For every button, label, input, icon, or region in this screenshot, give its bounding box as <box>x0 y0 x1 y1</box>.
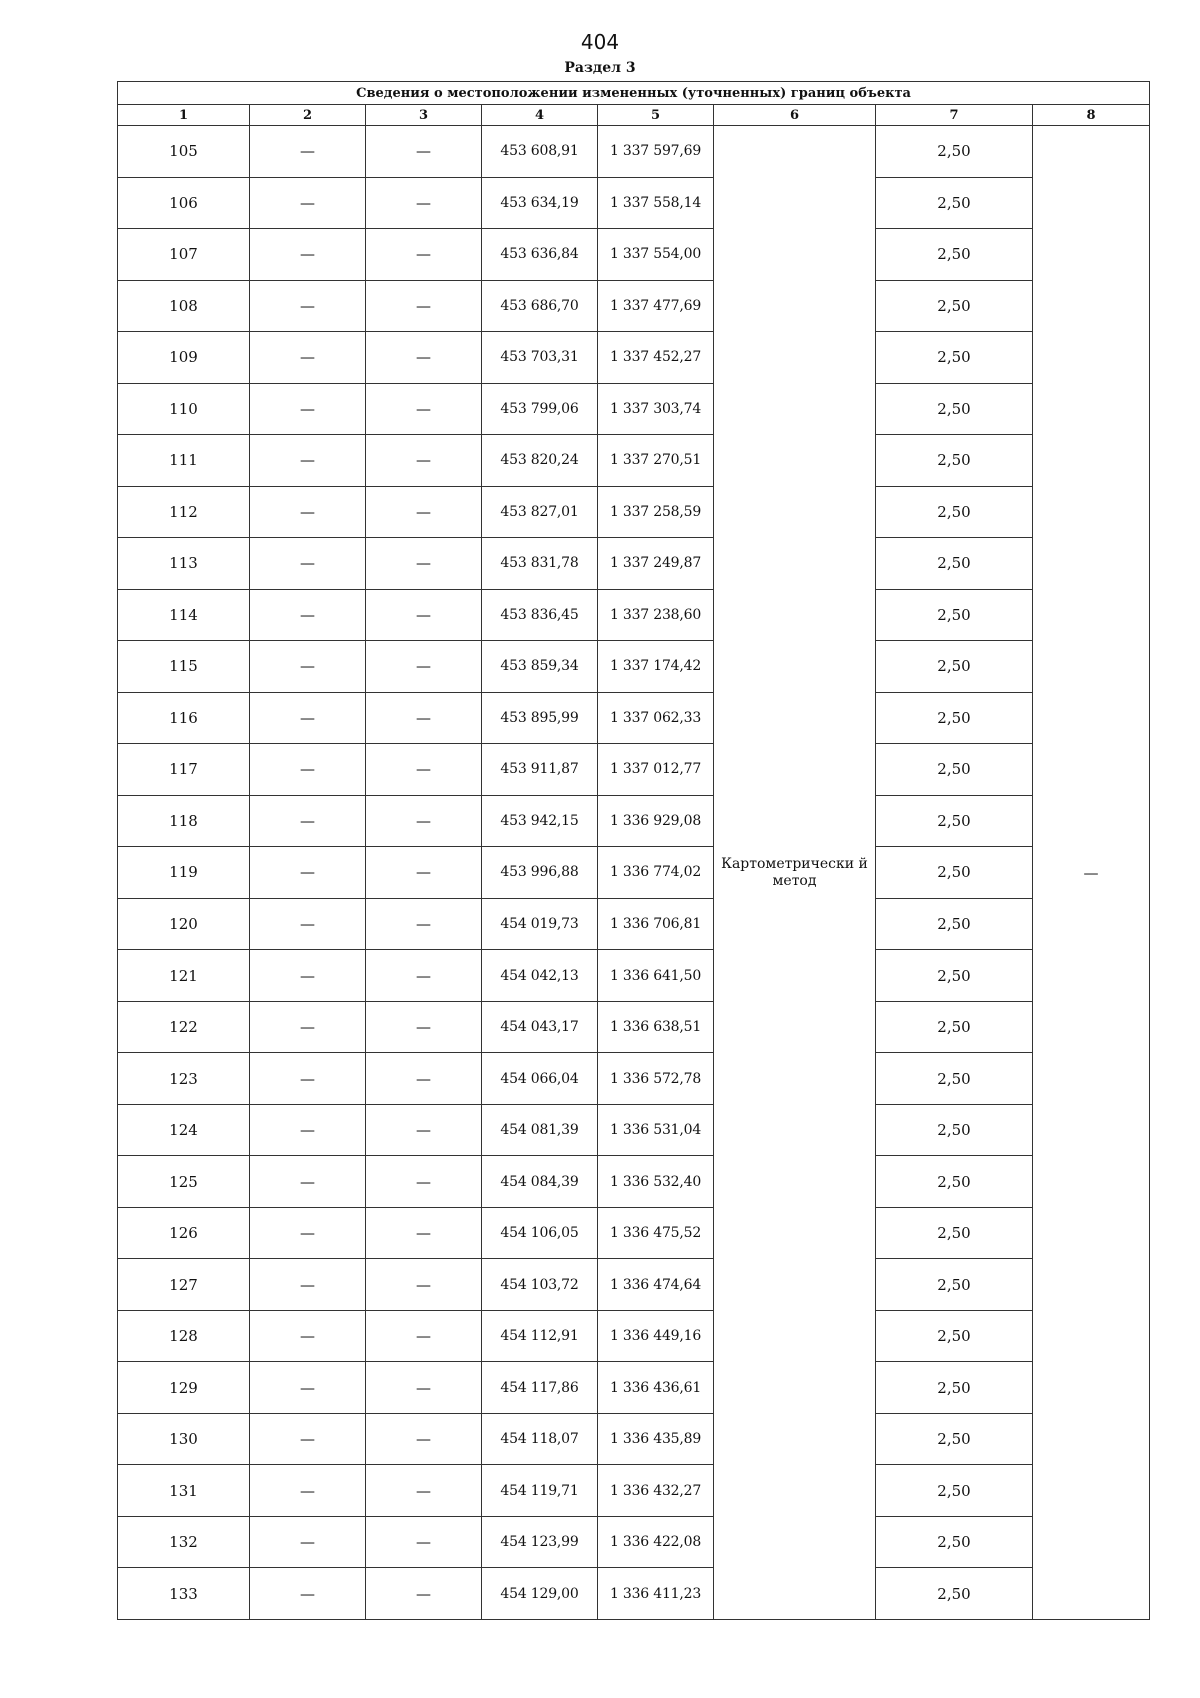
accuracy-cell: 2,50 <box>876 435 1033 487</box>
x-coordinate-cell: 453 942,15 <box>482 795 598 847</box>
column-2-cell: — <box>250 538 366 590</box>
point-number-cell: 109 <box>118 332 250 384</box>
accuracy-cell: 2,50 <box>876 1413 1033 1465</box>
accuracy-cell: 2,50 <box>876 280 1033 332</box>
column-2-cell: — <box>250 1516 366 1568</box>
column-number-row <box>118 105 1150 126</box>
column-2-cell: — <box>250 1568 366 1620</box>
column-header-8: 8 <box>1033 105 1150 126</box>
column-2-cell: — <box>250 898 366 950</box>
x-coordinate-cell: 454 117,86 <box>482 1362 598 1414</box>
column-3-cell: — <box>366 1568 482 1620</box>
y-coordinate-cell: 1 337 012,77 <box>598 744 714 796</box>
y-coordinate-cell: 1 336 449,16 <box>598 1310 714 1362</box>
column-3-cell: — <box>366 229 482 281</box>
x-coordinate-cell: 453 634,19 <box>482 177 598 229</box>
x-coordinate-cell: 454 042,13 <box>482 950 598 1002</box>
column-2-cell: — <box>250 1259 366 1311</box>
column-2-cell: — <box>250 486 366 538</box>
column-2-cell: — <box>250 383 366 435</box>
column-header-7: 7 <box>876 105 1033 126</box>
accuracy-cell: 2,50 <box>876 898 1033 950</box>
column-2-cell: — <box>250 744 366 796</box>
y-coordinate-cell: 1 336 474,64 <box>598 1259 714 1311</box>
table-row <box>118 1156 1150 1208</box>
accuracy-cell: 2,50 <box>876 177 1033 229</box>
x-coordinate-cell: 454 043,17 <box>482 1001 598 1053</box>
column-3-cell: — <box>366 538 482 590</box>
column-2-cell: — <box>250 126 366 178</box>
table-row <box>118 1413 1150 1465</box>
x-coordinate-cell: 453 703,31 <box>482 332 598 384</box>
accuracy-cell: 2,50 <box>876 126 1033 178</box>
column-2-cell: — <box>250 332 366 384</box>
y-coordinate-cell: 1 336 706,81 <box>598 898 714 950</box>
column-3-cell: — <box>366 589 482 641</box>
accuracy-cell: 2,50 <box>876 950 1033 1002</box>
column-2-cell: — <box>250 950 366 1002</box>
accuracy-cell: 2,50 <box>876 332 1033 384</box>
x-coordinate-cell: 453 820,24 <box>482 435 598 487</box>
table-row <box>118 898 1150 950</box>
x-coordinate-cell: 454 081,39 <box>482 1104 598 1156</box>
table-row <box>118 847 1150 899</box>
accuracy-cell: 2,50 <box>876 383 1033 435</box>
x-coordinate-cell: 453 831,78 <box>482 538 598 590</box>
y-coordinate-cell: 1 337 303,74 <box>598 383 714 435</box>
point-number-cell: 105 <box>118 126 250 178</box>
point-number-cell: 116 <box>118 692 250 744</box>
accuracy-cell: 2,50 <box>876 1104 1033 1156</box>
x-coordinate-cell: 453 911,87 <box>482 744 598 796</box>
column-2-cell: — <box>250 1362 366 1414</box>
x-coordinate-cell: 454 106,05 <box>482 1207 598 1259</box>
x-coordinate-cell: 454 112,91 <box>482 1310 598 1362</box>
column-header-5: 5 <box>598 105 714 126</box>
accuracy-cell: 2,50 <box>876 486 1033 538</box>
column-header-2: 2 <box>250 105 366 126</box>
x-coordinate-cell: 453 895,99 <box>482 692 598 744</box>
table-row <box>118 1104 1150 1156</box>
column-3-cell: — <box>366 744 482 796</box>
column-3-cell: — <box>366 1516 482 1568</box>
accuracy-cell: 2,50 <box>876 744 1033 796</box>
column-3-cell: — <box>366 126 482 178</box>
x-coordinate-cell: 454 119,71 <box>482 1465 598 1517</box>
column-2-cell: — <box>250 435 366 487</box>
table-row <box>118 435 1150 487</box>
y-coordinate-cell: 1 336 572,78 <box>598 1053 714 1105</box>
table-row <box>118 1568 1150 1620</box>
point-number-cell: 110 <box>118 383 250 435</box>
y-coordinate-cell: 1 336 641,50 <box>598 950 714 1002</box>
accuracy-cell: 2,50 <box>876 1568 1033 1620</box>
accuracy-cell: 2,50 <box>876 847 1033 899</box>
x-coordinate-cell: 454 066,04 <box>482 1053 598 1105</box>
accuracy-cell: 2,50 <box>876 1310 1033 1362</box>
table-row <box>118 383 1150 435</box>
table-row <box>118 1516 1150 1568</box>
y-coordinate-cell: 1 337 477,69 <box>598 280 714 332</box>
table-row <box>118 332 1150 384</box>
column-2-cell: — <box>250 1465 366 1517</box>
table-row <box>118 229 1150 281</box>
y-coordinate-cell: 1 337 554,00 <box>598 229 714 281</box>
table-row <box>118 1310 1150 1362</box>
point-number-cell: 107 <box>118 229 250 281</box>
column-2-cell: — <box>250 177 366 229</box>
table-row <box>118 950 1150 1002</box>
column-3-cell: — <box>366 898 482 950</box>
point-number-cell: 131 <box>118 1465 250 1517</box>
column-3-cell: — <box>366 1053 482 1105</box>
table-row <box>118 1001 1150 1053</box>
x-coordinate-cell: 453 636,84 <box>482 229 598 281</box>
accuracy-cell: 2,50 <box>876 1156 1033 1208</box>
column-2-cell: — <box>250 1053 366 1105</box>
table-row <box>118 538 1150 590</box>
point-number-cell: 130 <box>118 1413 250 1465</box>
point-number-cell: 118 <box>118 795 250 847</box>
column-3-cell: — <box>366 1362 482 1414</box>
column-2-cell: — <box>250 1310 366 1362</box>
column-header-3: 3 <box>366 105 482 126</box>
x-coordinate-cell: 454 103,72 <box>482 1259 598 1311</box>
column-2-cell: — <box>250 229 366 281</box>
y-coordinate-cell: 1 337 249,87 <box>598 538 714 590</box>
point-number-cell: 108 <box>118 280 250 332</box>
column-3-cell: — <box>366 1310 482 1362</box>
point-number-cell: 132 <box>118 1516 250 1568</box>
point-number-cell: 112 <box>118 486 250 538</box>
table-row <box>118 177 1150 229</box>
column-2-cell: — <box>250 1001 366 1053</box>
x-coordinate-cell: 453 836,45 <box>482 589 598 641</box>
table-row <box>118 1362 1150 1414</box>
column-2-cell: — <box>250 847 366 899</box>
point-number-cell: 111 <box>118 435 250 487</box>
table-row <box>118 1207 1150 1259</box>
table-row <box>118 1259 1150 1311</box>
x-coordinate-cell: 454 123,99 <box>482 1516 598 1568</box>
x-coordinate-cell: 453 996,88 <box>482 847 598 899</box>
table-row <box>118 692 1150 744</box>
point-number-cell: 129 <box>118 1362 250 1414</box>
y-coordinate-cell: 1 336 436,61 <box>598 1362 714 1414</box>
y-coordinate-cell: 1 336 774,02 <box>598 847 714 899</box>
x-coordinate-cell: 453 799,06 <box>482 383 598 435</box>
point-number-cell: 122 <box>118 1001 250 1053</box>
point-number-cell: 113 <box>118 538 250 590</box>
column-3-cell: — <box>366 950 482 1002</box>
accuracy-cell: 2,50 <box>876 795 1033 847</box>
point-number-cell: 115 <box>118 641 250 693</box>
point-number-cell: 121 <box>118 950 250 1002</box>
column-3-cell: — <box>366 1104 482 1156</box>
point-number-cell: 127 <box>118 1259 250 1311</box>
determination-method-cell: Картометрически й метод <box>714 126 876 1620</box>
x-coordinate-cell: 454 118,07 <box>482 1413 598 1465</box>
y-coordinate-cell: 1 337 238,60 <box>598 589 714 641</box>
point-number-cell: 120 <box>118 898 250 950</box>
y-coordinate-cell: 1 336 411,23 <box>598 1568 714 1620</box>
y-coordinate-cell: 1 336 638,51 <box>598 1001 714 1053</box>
accuracy-cell: 2,50 <box>876 1259 1033 1311</box>
column-3-cell: — <box>366 1207 482 1259</box>
accuracy-cell: 2,50 <box>876 1001 1033 1053</box>
y-coordinate-cell: 1 336 432,27 <box>598 1465 714 1517</box>
x-coordinate-cell: 454 129,00 <box>482 1568 598 1620</box>
boundary-coordinates-table <box>117 81 1150 1620</box>
column-2-cell: — <box>250 589 366 641</box>
accuracy-cell: 2,50 <box>876 1516 1033 1568</box>
column-3-cell: — <box>366 1413 482 1465</box>
column-3-cell: — <box>366 383 482 435</box>
accuracy-cell: 2,50 <box>876 229 1033 281</box>
y-coordinate-cell: 1 337 258,59 <box>598 486 714 538</box>
table-caption: Сведения о местоположении измененных (уточненных) границ объекта <box>118 82 1150 105</box>
table-body <box>118 126 1150 1620</box>
accuracy-cell: 2,50 <box>876 538 1033 590</box>
x-coordinate-cell: 453 686,70 <box>482 280 598 332</box>
column-3-cell: — <box>366 1156 482 1208</box>
y-coordinate-cell: 1 337 597,69 <box>598 126 714 178</box>
table-row <box>118 641 1150 693</box>
y-coordinate-cell: 1 336 435,89 <box>598 1413 714 1465</box>
point-number-cell: 125 <box>118 1156 250 1208</box>
column-header-6: 6 <box>714 105 876 126</box>
table-row <box>118 126 1150 178</box>
point-number-cell: 133 <box>118 1568 250 1620</box>
column-2-cell: — <box>250 1104 366 1156</box>
accuracy-cell: 2,50 <box>876 1207 1033 1259</box>
x-coordinate-cell: 454 084,39 <box>482 1156 598 1208</box>
column-3-cell: — <box>366 641 482 693</box>
column-2-cell: — <box>250 795 366 847</box>
y-coordinate-cell: 1 336 531,04 <box>598 1104 714 1156</box>
column-header-1: 1 <box>118 105 250 126</box>
column-8-cell: — <box>1033 126 1150 1620</box>
point-number-cell: 123 <box>118 1053 250 1105</box>
section-title: Раздел 3 <box>564 60 636 76</box>
y-coordinate-cell: 1 337 062,33 <box>598 692 714 744</box>
column-header-4: 4 <box>482 105 598 126</box>
column-3-cell: — <box>366 280 482 332</box>
accuracy-cell: 2,50 <box>876 641 1033 693</box>
point-number-cell: 124 <box>118 1104 250 1156</box>
accuracy-cell: 2,50 <box>876 1362 1033 1414</box>
table-row <box>118 280 1150 332</box>
column-3-cell: — <box>366 1465 482 1517</box>
column-3-cell: — <box>366 1259 482 1311</box>
x-coordinate-cell: 453 859,34 <box>482 641 598 693</box>
point-number-cell: 117 <box>118 744 250 796</box>
column-3-cell: — <box>366 486 482 538</box>
point-number-cell: 126 <box>118 1207 250 1259</box>
column-2-cell: — <box>250 1207 366 1259</box>
column-3-cell: — <box>366 177 482 229</box>
column-2-cell: — <box>250 1413 366 1465</box>
page-number: 404 <box>580 30 620 54</box>
y-coordinate-cell: 1 336 422,08 <box>598 1516 714 1568</box>
column-3-cell: — <box>366 332 482 384</box>
x-coordinate-cell: 453 608,91 <box>482 126 598 178</box>
table-row <box>118 744 1150 796</box>
point-number-cell: 128 <box>118 1310 250 1362</box>
y-coordinate-cell: 1 337 174,42 <box>598 641 714 693</box>
column-2-cell: — <box>250 1156 366 1208</box>
table-row <box>118 589 1150 641</box>
y-coordinate-cell: 1 337 558,14 <box>598 177 714 229</box>
point-number-cell: 119 <box>118 847 250 899</box>
x-coordinate-cell: 453 827,01 <box>482 486 598 538</box>
x-coordinate-cell: 454 019,73 <box>482 898 598 950</box>
accuracy-cell: 2,50 <box>876 1465 1033 1517</box>
accuracy-cell: 2,50 <box>876 589 1033 641</box>
table-row <box>118 1465 1150 1517</box>
column-3-cell: — <box>366 847 482 899</box>
column-2-cell: — <box>250 692 366 744</box>
point-number-cell: 114 <box>118 589 250 641</box>
y-coordinate-cell: 1 337 452,27 <box>598 332 714 384</box>
column-3-cell: — <box>366 692 482 744</box>
column-2-cell: — <box>250 641 366 693</box>
y-coordinate-cell: 1 336 532,40 <box>598 1156 714 1208</box>
column-3-cell: — <box>366 435 482 487</box>
table-row <box>118 486 1150 538</box>
table-row <box>118 1053 1150 1105</box>
table-row <box>118 795 1150 847</box>
accuracy-cell: 2,50 <box>876 1053 1033 1105</box>
point-number-cell: 106 <box>118 177 250 229</box>
column-3-cell: — <box>366 1001 482 1053</box>
y-coordinate-cell: 1 337 270,51 <box>598 435 714 487</box>
y-coordinate-cell: 1 336 929,08 <box>598 795 714 847</box>
column-3-cell: — <box>366 795 482 847</box>
accuracy-cell: 2,50 <box>876 692 1033 744</box>
column-2-cell: — <box>250 280 366 332</box>
y-coordinate-cell: 1 336 475,52 <box>598 1207 714 1259</box>
